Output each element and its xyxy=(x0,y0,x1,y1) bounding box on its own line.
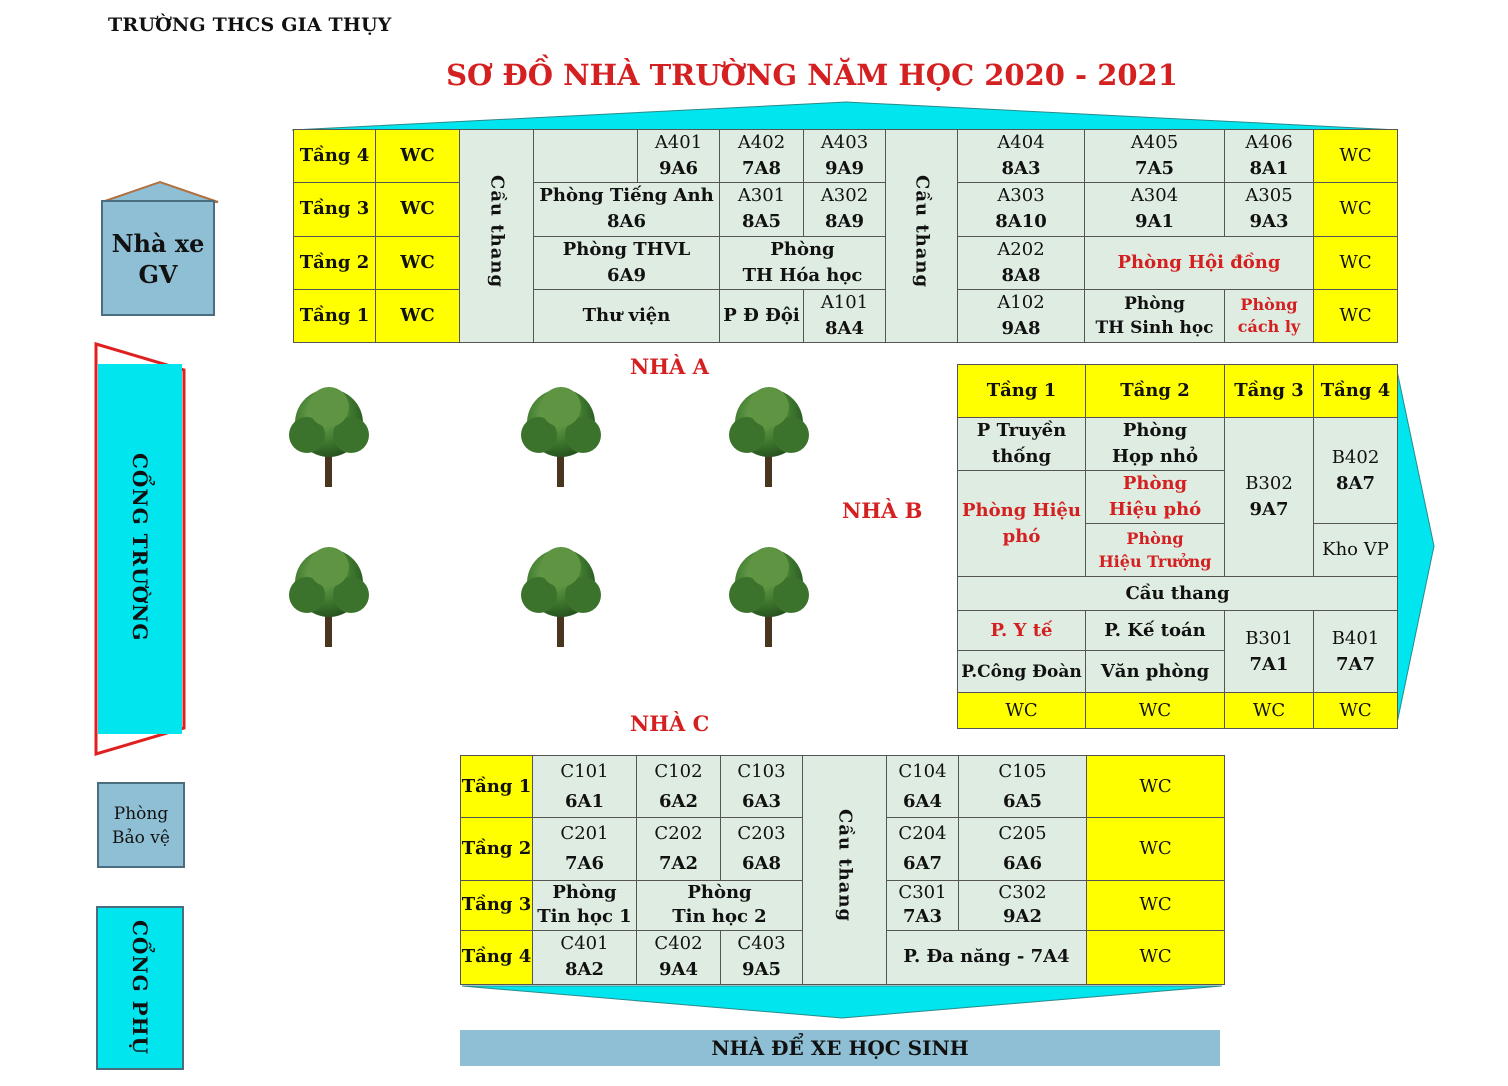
main-gate-label: CỔNG TRƯỜNG xyxy=(128,452,152,642)
room-cong-doan: P.Công Đoàn xyxy=(958,651,1086,693)
c-wc: WC xyxy=(1087,930,1225,984)
b-wc: WC xyxy=(1314,693,1398,729)
b-floor-header: Tầng 4 xyxy=(1314,365,1398,418)
room-council: Phòng Hội đồng xyxy=(1085,236,1314,289)
room-hieu-pho-2: Phòng Hiệu phó xyxy=(1086,471,1225,524)
a-row-floor1 xyxy=(294,289,1398,342)
page-title xyxy=(0,58,1508,92)
b-wc: WC xyxy=(1086,693,1225,729)
a-floor-label: Tầng 4 xyxy=(294,130,376,183)
building-c-label: NHÀ C xyxy=(630,711,710,736)
a-row-floor4 xyxy=(294,130,1398,183)
tree-icon xyxy=(285,385,373,489)
room-c201: C201 7A6 xyxy=(533,818,637,880)
b-floor-header: Tầng 1 xyxy=(958,365,1086,418)
room-tin-hoc-2: Phòng Tin học 2 xyxy=(637,880,803,930)
room-isolation: Phòng cách ly xyxy=(1225,289,1314,342)
b-row-5 xyxy=(958,611,1398,651)
c-floor-label: Tầng 1 xyxy=(461,756,533,818)
b-stairs-row xyxy=(958,577,1398,611)
room-a404: A404 8A3 xyxy=(958,130,1085,183)
room-kho-vp: Kho VP xyxy=(1314,524,1398,577)
main-gate-label-wrap xyxy=(92,362,188,732)
a-floor-label: Tầng 1 xyxy=(294,289,376,342)
a-wc: WC xyxy=(376,236,460,289)
room-chemistry-lab: Phòng TH Hóa học xyxy=(720,236,886,289)
title-text: SƠ ĐỒ NHÀ TRƯỜNG NĂM HỌC 2020 - 2021 xyxy=(446,58,1178,92)
a-empty-cell xyxy=(534,130,638,183)
room-c403: C403 9A5 xyxy=(721,930,803,984)
side-gate-label: CỔNG PHỤ xyxy=(128,920,152,1056)
a-wc: WC xyxy=(1314,236,1398,289)
c-wc: WC xyxy=(1087,756,1225,818)
room-english: Phòng Tiếng Anh 8A6 xyxy=(534,183,720,236)
school-name: TRƯỜNG THCS GIA THỤY xyxy=(108,14,392,36)
room-biology-lab: Phòng TH Sinh học xyxy=(1085,289,1225,342)
tree-icon xyxy=(725,545,813,649)
room-hieu-truong: Phòng Hiệu Trưởng xyxy=(1086,524,1225,577)
room-c302: C302 9A2 xyxy=(959,880,1087,930)
room-doi: P Đ Đội xyxy=(720,289,804,342)
building-b-table xyxy=(957,364,1398,729)
guard-room: Phòng Bảo vệ xyxy=(97,782,185,868)
c-wc: WC xyxy=(1087,880,1225,930)
room-a403: A403 9A9 xyxy=(804,130,886,183)
building-a-label: NHÀ A xyxy=(630,354,709,379)
a-floor-label: Tầng 2 xyxy=(294,236,376,289)
room-b401: B401 7A7 xyxy=(1314,611,1398,693)
a-stairs-right: Cầu thang xyxy=(886,130,958,343)
room-y-te: P. Y tế xyxy=(958,611,1086,651)
room-c402: C402 9A4 xyxy=(637,930,721,984)
tree-icon xyxy=(517,545,605,649)
room-a405: A405 7A5 xyxy=(1085,130,1225,183)
a-wc: WC xyxy=(1314,183,1398,236)
a-stairs-left: Cầu thang xyxy=(460,130,534,343)
room-hieu-pho-1: Phòng Hiệu phó xyxy=(958,471,1086,577)
room-c103: C103 6A3 xyxy=(721,756,803,818)
b-wc-row xyxy=(958,693,1398,729)
room-c401: C401 8A2 xyxy=(533,930,637,984)
room-hop-nho: Phòng Họp nhỏ xyxy=(1086,418,1225,471)
c-wc: WC xyxy=(1087,818,1225,880)
room-b302: B302 9A7 xyxy=(1225,418,1314,577)
b-floor-header: Tầng 2 xyxy=(1086,365,1225,418)
room-c301: C301 7A3 xyxy=(887,880,959,930)
a-wc: WC xyxy=(376,183,460,236)
student-parking: NHÀ ĐỂ XE HỌC SINH xyxy=(460,1030,1220,1066)
building-a-table xyxy=(293,129,1398,343)
room-a402: A402 7A8 xyxy=(720,130,804,183)
a-row-floor2 xyxy=(294,236,1398,289)
c-row-floor1 xyxy=(461,756,1225,818)
b-wc: WC xyxy=(1225,693,1314,729)
room-a305: A305 9A3 xyxy=(1225,183,1314,236)
room-da-nang: P. Đa năng - 7A4 xyxy=(887,930,1087,984)
room-c204: C204 6A7 xyxy=(887,818,959,880)
room-c202: C202 7A2 xyxy=(637,818,721,880)
building-b-roof xyxy=(1394,364,1436,730)
b-floor-header: Tầng 3 xyxy=(1225,365,1314,418)
b-stairs: Cầu thang xyxy=(958,577,1398,611)
tree-icon xyxy=(285,545,373,649)
building-b-label: NHÀ B xyxy=(842,498,923,523)
building-c-roof xyxy=(460,984,1224,1020)
room-b402: B402 8A7 xyxy=(1314,418,1398,524)
room-library: Thư viện xyxy=(534,289,720,342)
room-c101: C101 6A1 xyxy=(533,756,637,818)
b-row-1 xyxy=(958,418,1398,471)
a-wc: WC xyxy=(1314,289,1398,342)
teacher-parking: Nhà xe GV xyxy=(101,200,215,316)
room-c104: C104 6A4 xyxy=(887,756,959,818)
room-c205: C205 6A6 xyxy=(959,818,1087,880)
a-wc: WC xyxy=(1314,130,1398,183)
b-header-row xyxy=(958,365,1398,418)
building-c-table xyxy=(460,755,1225,985)
room-a304: A304 9A1 xyxy=(1085,183,1225,236)
room-a303: A303 8A10 xyxy=(958,183,1085,236)
side-gate xyxy=(96,906,184,1070)
room-a301: A301 8A5 xyxy=(720,183,804,236)
room-van-phong: Văn phòng xyxy=(1086,651,1225,693)
room-a202: A202 8A8 xyxy=(958,236,1085,289)
room-a302: A302 8A9 xyxy=(804,183,886,236)
room-b301: B301 7A1 xyxy=(1225,611,1314,693)
a-wc: WC xyxy=(376,289,460,342)
room-a406: A406 8A1 xyxy=(1225,130,1314,183)
room-c102: C102 6A2 xyxy=(637,756,721,818)
tree-icon xyxy=(517,385,605,489)
building-a-roof xyxy=(292,100,1400,132)
c-floor-label: Tầng 3 xyxy=(461,880,533,930)
a-wc: WC xyxy=(376,130,460,183)
room-a102: A102 9A8 xyxy=(958,289,1085,342)
b-wc: WC xyxy=(958,693,1086,729)
c-floor-label: Tầng 4 xyxy=(461,930,533,984)
room-a101: A101 8A4 xyxy=(804,289,886,342)
c-floor-label: Tầng 2 xyxy=(461,818,533,880)
tree-icon xyxy=(725,385,813,489)
room-ke-toan: P. Kế toán xyxy=(1086,611,1225,651)
room-truyen-thong: P Truyền thống xyxy=(958,418,1086,471)
a-row-floor3 xyxy=(294,183,1398,236)
room-c105: C105 6A5 xyxy=(959,756,1087,818)
room-a401: A401 9A6 xyxy=(638,130,720,183)
room-physics-lab: Phòng THVL 6A9 xyxy=(534,236,720,289)
room-tin-hoc-1: Phòng Tin học 1 xyxy=(533,880,637,930)
room-c203: C203 6A8 xyxy=(721,818,803,880)
a-floor-label: Tầng 3 xyxy=(294,183,376,236)
c-stairs: Cầu thang xyxy=(803,756,887,985)
